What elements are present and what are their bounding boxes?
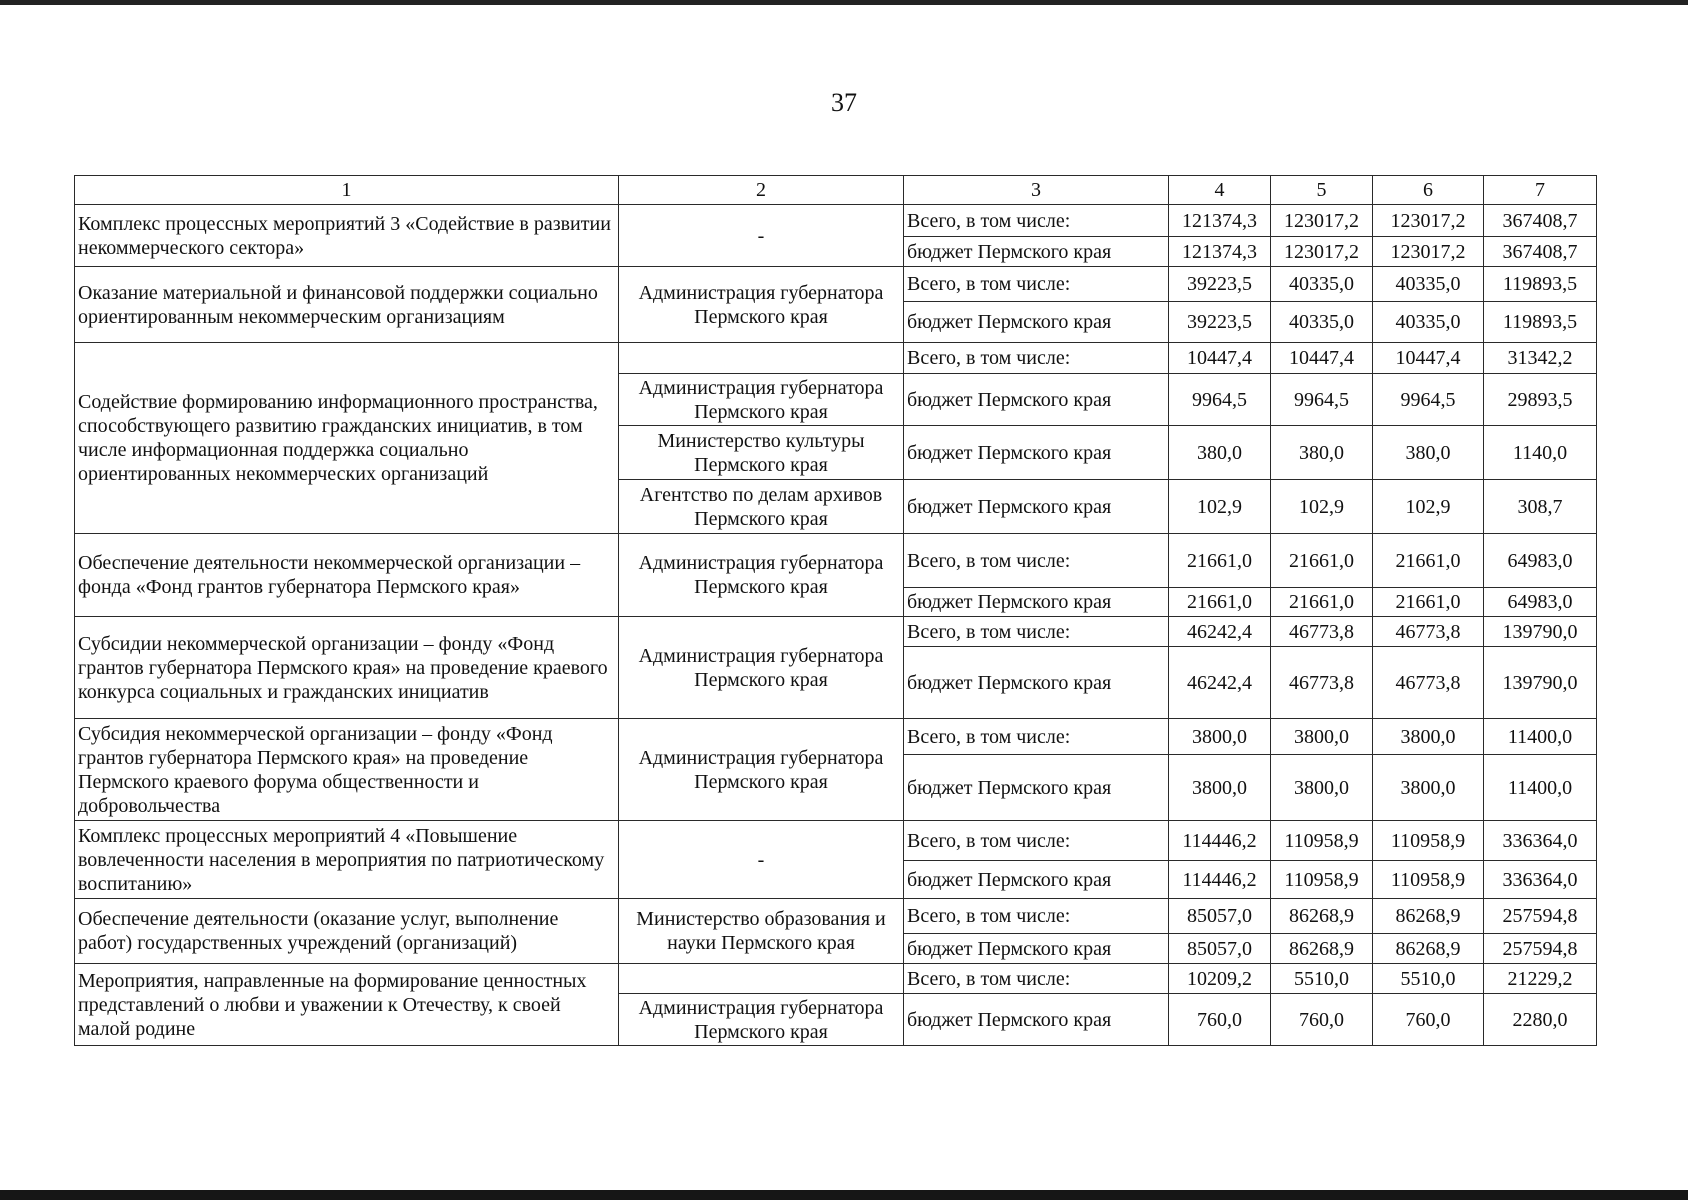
amount-cell: 380,0 [1271, 426, 1373, 480]
amount-cell: 336364,0 [1484, 821, 1597, 861]
amount-cell: 2280,0 [1484, 994, 1597, 1046]
activity-name: Комплекс процессных мероприятий 3 «Содействие в развитии некоммерческого сектора» [75, 205, 619, 267]
amount-cell: 121374,3 [1169, 205, 1271, 237]
column-header: 5 [1271, 176, 1373, 205]
funding-source: бюджет Пермского края [904, 374, 1169, 426]
amount-cell: 110958,9 [1373, 821, 1484, 861]
amount-cell: 139790,0 [1484, 617, 1597, 647]
amount-cell: 46242,4 [1169, 617, 1271, 647]
amount-cell: 308,7 [1484, 480, 1597, 534]
table-row [75, 617, 1597, 647]
funding-source: Всего, в том числе: [904, 964, 1169, 994]
executor: Администрация губернатора Пермского края [619, 534, 904, 617]
activity-name: Субсидия некоммерческой организации – фонду «Фонд грантов губернатора Пермского края» на проведение Пермского краевого форума общественности и добровольчества [75, 719, 619, 821]
amount-cell: 3800,0 [1169, 719, 1271, 755]
amount-cell: 257594,8 [1484, 934, 1597, 964]
funding-source: бюджет Пермского края [904, 647, 1169, 719]
funding-source: Всего, в том числе: [904, 267, 1169, 302]
amount-cell: 86268,9 [1271, 934, 1373, 964]
table-row [75, 964, 1597, 994]
funding-source: Всего, в том числе: [904, 205, 1169, 237]
amount-cell: 40335,0 [1373, 302, 1484, 343]
executor: Администрация губернатора Пермского края [619, 617, 904, 719]
column-header: 2 [619, 176, 904, 205]
funding-source: Всего, в том числе: [904, 343, 1169, 374]
amount-cell: 760,0 [1169, 994, 1271, 1046]
amount-cell: 110958,9 [1271, 821, 1373, 861]
amount-cell: 21661,0 [1373, 588, 1484, 617]
amount-cell: 114446,2 [1169, 821, 1271, 861]
amount-cell: 760,0 [1271, 994, 1373, 1046]
table-row [75, 267, 1597, 302]
budget-table [74, 175, 1597, 1046]
executor: Министерство культуры Пермского края [619, 426, 904, 480]
amount-cell: 5510,0 [1373, 964, 1484, 994]
column-header: 1 [75, 176, 619, 205]
amount-cell: 123017,2 [1271, 205, 1373, 237]
amount-cell: 336364,0 [1484, 861, 1597, 899]
activity-name: Комплекс процессных мероприятий 4 «Повышение вовлеченности населения в мероприятия по патриотическому воспитанию» [75, 821, 619, 899]
amount-cell: 40335,0 [1271, 302, 1373, 343]
amount-cell: 5510,0 [1271, 964, 1373, 994]
table-row [75, 821, 1597, 861]
amount-cell: 10447,4 [1169, 343, 1271, 374]
amount-cell: 121374,3 [1169, 237, 1271, 267]
table-row [75, 205, 1597, 237]
amount-cell: 3800,0 [1271, 719, 1373, 755]
amount-cell: 21229,2 [1484, 964, 1597, 994]
amount-cell: 102,9 [1373, 480, 1484, 534]
amount-cell: 46773,8 [1271, 617, 1373, 647]
amount-cell: 46773,8 [1271, 647, 1373, 719]
funding-source: Всего, в том числе: [904, 617, 1169, 647]
amount-cell: 102,9 [1271, 480, 1373, 534]
amount-cell: 123017,2 [1373, 237, 1484, 267]
amount-cell: 64983,0 [1484, 588, 1597, 617]
column-header: 7 [1484, 176, 1597, 205]
amount-cell: 86268,9 [1373, 899, 1484, 934]
amount-cell: 10209,2 [1169, 964, 1271, 994]
amount-cell: 9964,5 [1169, 374, 1271, 426]
executor: Администрация губернатора Пермского края [619, 267, 904, 343]
scan-top-edge [0, 0, 1688, 5]
amount-cell: 102,9 [1169, 480, 1271, 534]
amount-cell: 9964,5 [1271, 374, 1373, 426]
amount-cell: 40335,0 [1271, 267, 1373, 302]
amount-cell: 46242,4 [1169, 647, 1271, 719]
amount-cell: 110958,9 [1373, 861, 1484, 899]
funding-source: бюджет Пермского края [904, 426, 1169, 480]
amount-cell: 3800,0 [1169, 755, 1271, 821]
funding-source: Всего, в том числе: [904, 534, 1169, 588]
funding-source: Всего, в том числе: [904, 899, 1169, 934]
amount-cell: 39223,5 [1169, 302, 1271, 343]
funding-source: Всего, в том числе: [904, 821, 1169, 861]
amount-cell: 46773,8 [1373, 617, 1484, 647]
amount-cell: 11400,0 [1484, 755, 1597, 821]
activity-name: Мероприятия, направленные на формирование ценностных представлений о любви и уважении к Отечеству, к своей малой родине [75, 964, 619, 1046]
amount-cell: 10447,4 [1271, 343, 1373, 374]
amount-cell: 380,0 [1169, 426, 1271, 480]
amount-cell: 3800,0 [1373, 719, 1484, 755]
amount-cell: 64983,0 [1484, 534, 1597, 588]
funding-source: бюджет Пермского края [904, 994, 1169, 1046]
amount-cell: 9964,5 [1373, 374, 1484, 426]
funding-source: бюджет Пермского края [904, 302, 1169, 343]
amount-cell: 119893,5 [1484, 302, 1597, 343]
table-row [75, 899, 1597, 934]
amount-cell: 3800,0 [1373, 755, 1484, 821]
table-row [75, 719, 1597, 755]
amount-cell: 31342,2 [1484, 343, 1597, 374]
funding-source: бюджет Пермского края [904, 480, 1169, 534]
activity-name: Оказание материальной и финансовой поддержки социально ориентированным некоммерческим организациям [75, 267, 619, 343]
page-number: 37 [831, 88, 857, 117]
executor [619, 343, 904, 374]
amount-cell: 21661,0 [1271, 588, 1373, 617]
activity-name: Обеспечение деятельности (оказание услуг, выполнение работ) государственных учреждений (организаций) [75, 899, 619, 964]
activity-name: Субсидии некоммерческой организации – фонду «Фонд грантов губернатора Пермского края» на проведение краевого конкурса социальных и гражданских инициатив [75, 617, 619, 719]
funding-source: бюджет Пермского края [904, 237, 1169, 267]
funding-source: бюджет Пермского края [904, 755, 1169, 821]
executor [619, 964, 904, 994]
executor: Агентство по делам архивов Пермского края [619, 480, 904, 534]
amount-cell: 85057,0 [1169, 899, 1271, 934]
amount-cell: 119893,5 [1484, 267, 1597, 302]
amount-cell: 3800,0 [1271, 755, 1373, 821]
scan-bottom-edge [0, 1190, 1688, 1200]
amount-cell: 114446,2 [1169, 861, 1271, 899]
executor: - [619, 821, 904, 899]
table-row [75, 534, 1597, 588]
amount-cell: 139790,0 [1484, 647, 1597, 719]
amount-cell: 367408,7 [1484, 205, 1597, 237]
amount-cell: 380,0 [1373, 426, 1484, 480]
executor: Администрация губернатора Пермского края [619, 994, 904, 1046]
amount-cell: 123017,2 [1271, 237, 1373, 267]
amount-cell: 110958,9 [1271, 861, 1373, 899]
executor: Администрация губернатора Пермского края [619, 374, 904, 426]
activity-name: Обеспечение деятельности некоммерческой организации – фонда «Фонд грантов губернатора Пермского края» [75, 534, 619, 617]
amount-cell: 86268,9 [1373, 934, 1484, 964]
amount-cell: 760,0 [1373, 994, 1484, 1046]
amount-cell: 367408,7 [1484, 237, 1597, 267]
amount-cell: 86268,9 [1271, 899, 1373, 934]
amount-cell: 21661,0 [1169, 588, 1271, 617]
amount-cell: 1140,0 [1484, 426, 1597, 480]
executor: Министерство образования и науки Пермского края [619, 899, 904, 964]
funding-source: бюджет Пермского края [904, 934, 1169, 964]
column-header: 3 [904, 176, 1169, 205]
column-header: 6 [1373, 176, 1484, 205]
amount-cell: 46773,8 [1373, 647, 1484, 719]
amount-cell: 11400,0 [1484, 719, 1597, 755]
funding-source: бюджет Пермского края [904, 861, 1169, 899]
amount-cell: 21661,0 [1169, 534, 1271, 588]
table-header-row [75, 176, 1597, 205]
executor: Администрация губернатора Пермского края [619, 719, 904, 821]
activity-name: Содействие формированию информационного пространства, способствующего развитию гражданских инициатив, в том числе информационная поддержка социально ориентированных некоммерческих организаций [75, 343, 619, 534]
amount-cell: 85057,0 [1169, 934, 1271, 964]
amount-cell: 21661,0 [1373, 534, 1484, 588]
amount-cell: 40335,0 [1373, 267, 1484, 302]
amount-cell: 21661,0 [1271, 534, 1373, 588]
column-header: 4 [1169, 176, 1271, 205]
executor: - [619, 205, 904, 267]
funding-source: бюджет Пермского края [904, 588, 1169, 617]
amount-cell: 39223,5 [1169, 267, 1271, 302]
table-row [75, 343, 1597, 374]
amount-cell: 29893,5 [1484, 374, 1597, 426]
funding-source: Всего, в том числе: [904, 719, 1169, 755]
amount-cell: 123017,2 [1373, 205, 1484, 237]
amount-cell: 10447,4 [1373, 343, 1484, 374]
amount-cell: 257594,8 [1484, 899, 1597, 934]
